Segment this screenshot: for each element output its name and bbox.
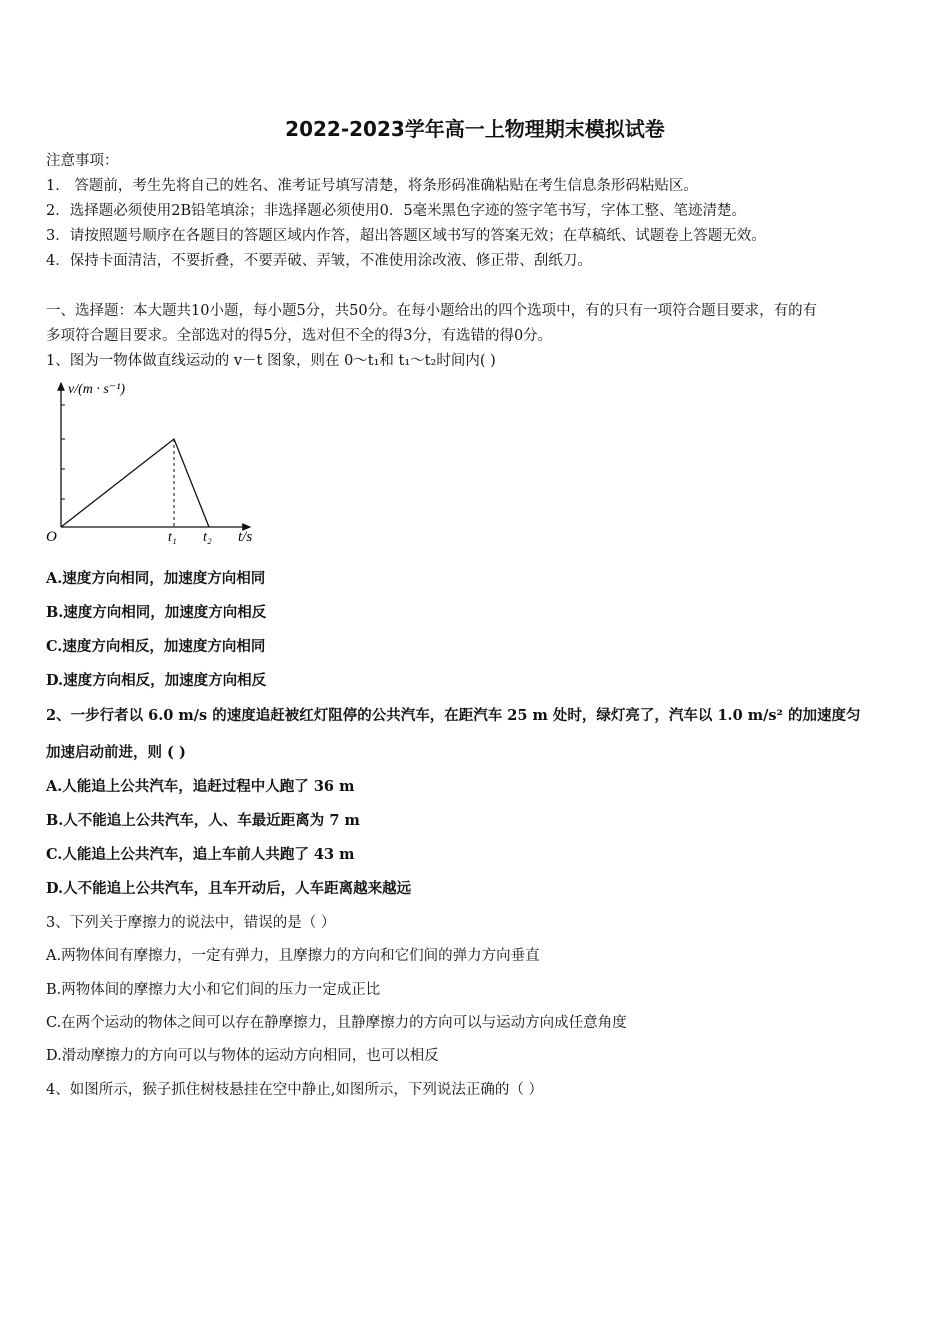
q2-option-c: C.人能追上公共汽车，追上车前人共跑了 43 m <box>46 846 355 863</box>
q3-option-d: D.滑动摩擦力的方向可以与物体的运动方向相同，也可以相反 <box>46 1048 439 1064</box>
section-intro-line-2: 多项符合题目要求。全部选对的得5分，选对但不全的得3分，有选错的得0分。 <box>46 328 553 344</box>
q3-stem: 3、下列关于摩擦力的说法中，错误的是（ ） <box>46 915 336 931</box>
vt-line <box>61 439 209 527</box>
notice-item-3: 3．请按照题号顺序在各题目的答题区域内作答，超出答题区域书写的答案无效；在草稿纸、试题卷上答题无效。 <box>46 228 766 244</box>
q3-option-c: C.在两个运动的物体之间可以存在静摩擦力，且静摩擦力的方向可以与运动方向成任意角度 <box>46 1015 627 1031</box>
q4-stem: 4、如图所示，猴子抓住树枝悬挂在空中静止,如图所示，下列说法正确的（ ） <box>46 1082 543 1098</box>
origin-label: O <box>46 529 57 545</box>
y-axis-label: v/(m · s⁻¹) <box>68 382 126 397</box>
q2-stem-line-2: 加速启动前进，则 ( ) <box>46 744 186 761</box>
page-title: 2022-2023学年高一上物理期末模拟试卷 <box>285 117 665 141</box>
notice-item-1: 1． 答题前，考生先将自己的姓名、准考证号填写清楚，将条形码准确粘贴在考生信息条形码粘贴区。 <box>46 178 698 194</box>
q1-option-c: C.速度方向相反，加速度方向相同 <box>46 638 266 655</box>
q1-option-a: A.速度方向相同，加速度方向相同 <box>46 570 266 587</box>
q2-option-b: B.人不能追上公共汽车，人、车最近距离为 7 m <box>46 812 360 829</box>
q3-option-b: B.两物体间的摩擦力大小和它们间的压力一定成正比 <box>46 982 381 998</box>
q2-option-d: D.人不能追上公共汽车，且车开动后，人车距离越来越远 <box>46 880 412 897</box>
q2-stem-line-1: 2、一步行者以 6.0 m/s 的速度追赶被红灯阻停的公共汽车，在距汽车 25 m 处时，绿灯亮了，汽车以 1.0 m/s² 的加速度匀 <box>46 707 861 724</box>
x-axis-label: t/s <box>238 529 253 545</box>
q1-option-d: D.速度方向相反，加速度方向相反 <box>46 672 267 689</box>
q2-option-a: A.人能追上公共汽车，追赶过程中人跑了 36 m <box>46 778 355 795</box>
q1-stem: 1、图为一物体做直线运动的 v－t 图象，则在 0～t₁和 t₁～t₂时间内( ) <box>46 353 496 369</box>
vt-graph <box>40 375 280 550</box>
t2-label: t₂ <box>203 530 212 545</box>
notice-heading: 注意事项： <box>46 153 119 169</box>
t1-label: t₁ <box>168 530 177 545</box>
q1-option-b: B.速度方向相同，加速度方向相反 <box>46 604 267 621</box>
section-intro-line-1: 一、选择题：本大题共10小题，每小题5分，共50分。在每小题给出的四个选项中，有的只有一项符合题目要求，有的有 <box>46 303 818 319</box>
notice-item-2: 2．选择题必须使用2B铅笔填涂；非选择题必须使用0．5毫米黑色字迹的签字笔书写，字体工整、笔迹清楚。 <box>46 203 747 219</box>
q3-option-a: A.两物体间有摩擦力，一定有弹力，且摩擦力的方向和它们间的弹力方向垂直 <box>46 948 540 964</box>
notice-item-4: 4．保持卡面清洁，不要折叠，不要弄破、弄皱，不准使用涂改液、修正带、刮纸刀。 <box>46 253 592 269</box>
